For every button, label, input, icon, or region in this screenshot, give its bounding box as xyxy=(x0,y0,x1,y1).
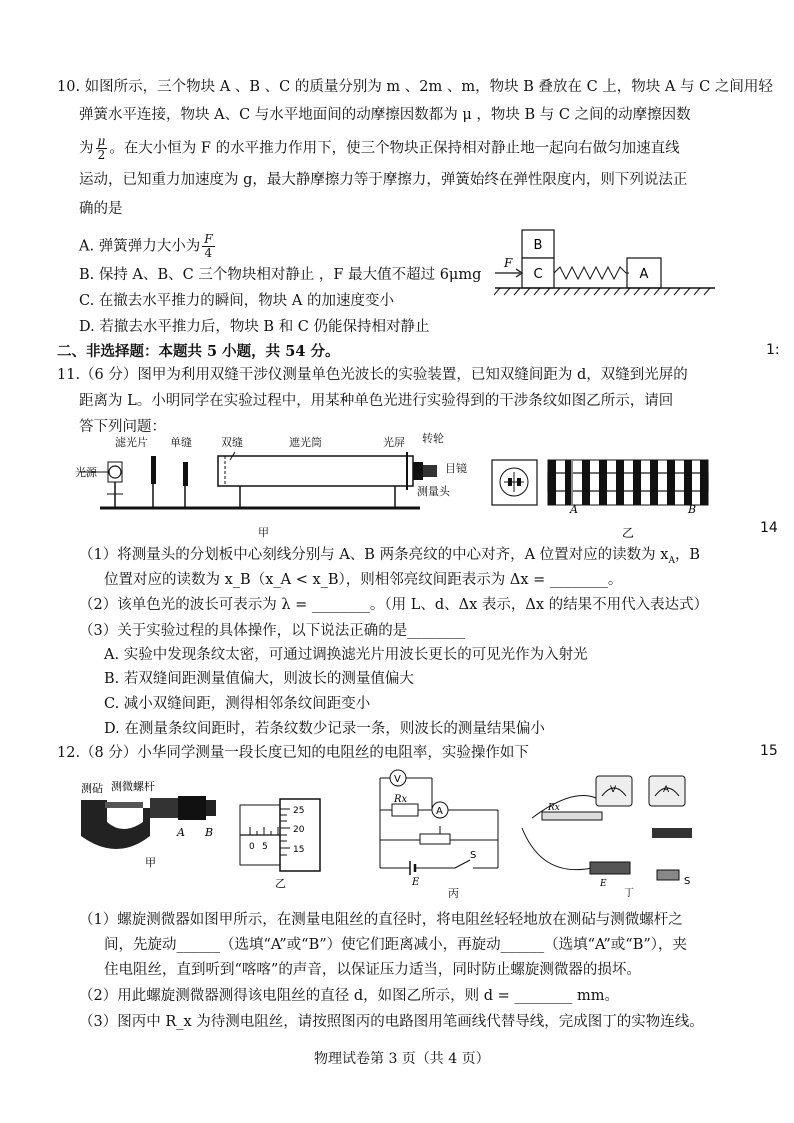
margin-mark-14: 14 xyxy=(760,520,778,536)
q11-part3-option-b: B. 若双缝间距测量值偏大，则波长的测量值偏大 xyxy=(104,671,414,687)
q11-part3: （3）关于实验过程的具体操作，以下说法正确的是________ xyxy=(79,623,466,639)
svg-text:目镜: 目镜 xyxy=(445,462,467,475)
circuit-diagram-figure xyxy=(370,768,510,888)
svg-text:A: A xyxy=(570,503,578,516)
q12-part1-line2: 间，先旋动______（选填“A”或“B”）使它们距离减小，再旋动______（选填“A”或“B”），夹 xyxy=(104,937,688,953)
svg-text:0: 0 xyxy=(249,842,255,852)
q10-line2: 弹簧水平连接，物块 A、C 与水平地面间的动摩擦因数都为 μ ，物块 B 与 C 之间的动摩擦因数 xyxy=(79,107,691,123)
page-footer: 物理试卷第 3 页（共 4 页） xyxy=(314,1051,490,1067)
fig-ding-label: 丁 xyxy=(624,888,634,898)
q11-line2: 距离为 L。小明同学在实验过程中，用某种单色光进行实验得到的干涉条纹如图乙所示，请回 xyxy=(79,393,674,409)
q11-part1-line1: （1）将测量头的分划板中心刻线分别与 A、B 两条亮纹的中心对齐，A 位置对应的读数为 $x_A$，B xyxy=(79,547,701,566)
margin-mark-15: 15 xyxy=(760,743,778,759)
q11-part3-option-a: A. 实验中发现条纹太密，可通过调换滤光片用波长更长的可见光作为入射光 xyxy=(104,647,588,663)
q12-part2: （2）用此螺旋测微器测得该电阻丝的直径 d，如图乙所示，则 d = ________ mm。 xyxy=(79,988,619,1004)
svg-text:S: S xyxy=(684,876,691,887)
q11-line3: 答下列问题： xyxy=(79,419,166,435)
svg-text:B: B xyxy=(688,503,697,516)
q10-option-c: C. 在撤去水平推力的瞬间，物块 A 的加速度变小 xyxy=(79,293,394,309)
svg-text:5: 5 xyxy=(262,842,268,852)
svg-text:双缝: 双缝 xyxy=(221,436,243,449)
svg-text:15: 15 xyxy=(293,845,305,855)
mu-half-fraction: $\frac{\mu}{2}$ xyxy=(97,134,106,162)
svg-text:B: B xyxy=(205,826,214,839)
margin-mark-13: 1: xyxy=(766,342,780,358)
q11-part3-option-c: C. 减小双缝间距，测得相邻条纹间距变小 xyxy=(104,696,371,712)
svg-text:测量头: 测量头 xyxy=(417,485,450,498)
micrometer-figure xyxy=(75,770,235,870)
fig-jia-label: 甲 xyxy=(258,526,269,539)
block-a-label: A xyxy=(639,267,649,282)
q10-option-d: D. 若撤去水平推力后，物块 B 和 C 仍能保持相对静止 xyxy=(79,319,430,335)
fig-yi-label: 乙 xyxy=(622,526,635,540)
svg-text:转轮: 转轮 xyxy=(422,432,444,445)
force-f-label: F xyxy=(504,256,513,270)
block-c-label: C xyxy=(533,267,543,282)
svg-text:测砧: 测砧 xyxy=(81,782,103,795)
block-b-label: B xyxy=(533,238,543,253)
q11-part3-option-d: D. 在测量条纹间距时，若条纹数少记录一条，则波长的测量结果偏小 xyxy=(104,721,545,737)
svg-text:V: V xyxy=(610,785,617,795)
svg-text:遮光筒: 遮光筒 xyxy=(289,436,322,449)
q10-line3: 为 $\frac{\mu}{2}$ 。在大小恒为 F 的水平推力作用下，使三个物块正保持相对静止地一起向右做匀加速直线 xyxy=(79,134,680,162)
svg-text:25: 25 xyxy=(293,806,305,816)
svg-text:20: 20 xyxy=(293,825,305,835)
svg-text:A: A xyxy=(663,785,670,795)
q10-blocks-figure xyxy=(490,225,720,305)
svg-text:乙: 乙 xyxy=(275,877,286,890)
q10-line5: 确的是 xyxy=(79,201,123,217)
q12-part3: （3）图丙中 R_x 为待测电阻丝，请按照图丙的电路图用笔画线代替导线，完成图丁的实物连线。 xyxy=(79,1014,704,1030)
svg-text:光源: 光源 xyxy=(75,466,97,479)
q10-option-b: B. 保持 A、B、C 三个物块相对静止 ，F 最大值不超过 6μmg xyxy=(79,267,482,283)
q10-line1: 10. 如图所示，三个物块 A 、B 、C 的质量分别为 m 、2m 、m，物块 B 叠放在 C 上，物块 A 与 C 之间用轻 xyxy=(57,79,773,95)
svg-text:滤光片: 滤光片 xyxy=(115,436,148,449)
q11-line1: 11.（6 分）图甲为利用双缝干涉仪测量单色光波长的实验装置，已知双缝间距为 d，双缝到光屏的 xyxy=(57,367,688,383)
svg-text:测微螺杆: 测微螺杆 xyxy=(111,780,155,793)
q11-part2: （2）该单色光的波长可表示为 λ = ________。（用 L、d、Δx 表示，Δx 的结果不用代入表达式） xyxy=(79,597,709,613)
q12-part1-line1: （1）螺旋测微器如图甲所示，在测量电阻丝的直径时，将电阻丝轻轻地放在测砧与测微螺杆之 xyxy=(79,912,683,928)
q12-part1-line3: 住电阻丝，直到听到“喀喀”的声音，以保证压力适当，同时防止螺旋测微器的损坏。 xyxy=(104,962,641,978)
svg-text:A: A xyxy=(436,806,443,817)
svg-text:Rx: Rx xyxy=(394,794,408,805)
micrometer-reading-figure xyxy=(235,795,335,895)
svg-text:A: A xyxy=(177,826,185,839)
q11-part1-line2: 位置对应的读数为 x_B（x_A < x_B），则相邻亮纹间距表示为 Δx = ________。 xyxy=(104,572,623,588)
q12-line1: 12.（8 分）小华同学测量一段长度已知的电阻丝的电阻率，实验操作如下 xyxy=(57,745,529,761)
physical-wiring-figure xyxy=(512,768,717,898)
svg-text:Rx: Rx xyxy=(548,803,560,813)
svg-text:S: S xyxy=(470,850,477,861)
q10-line4: 运动，已知重力加速度为 g，最大静摩擦力等于摩擦力，弹簧始终在弹性限度内，则下列说法正 xyxy=(79,172,688,188)
interference-apparatus-figure xyxy=(75,432,470,542)
section-2-heading: 二、非选择题：本题共 5 小题，共 54 分。 xyxy=(57,343,340,360)
svg-text:E: E xyxy=(412,877,420,888)
fig-bing-label: 丙 xyxy=(448,887,459,900)
svg-text:甲: 甲 xyxy=(145,856,156,869)
svg-text:单缝: 单缝 xyxy=(170,436,192,449)
svg-text:V: V xyxy=(394,774,401,785)
interference-fringes-figure xyxy=(490,455,720,540)
svg-text:光屏: 光屏 xyxy=(383,436,405,449)
q10-option-a: A. 弹簧弹力大小为 $\frac{F}{4}$ xyxy=(79,232,213,260)
svg-text:E: E xyxy=(600,879,607,889)
